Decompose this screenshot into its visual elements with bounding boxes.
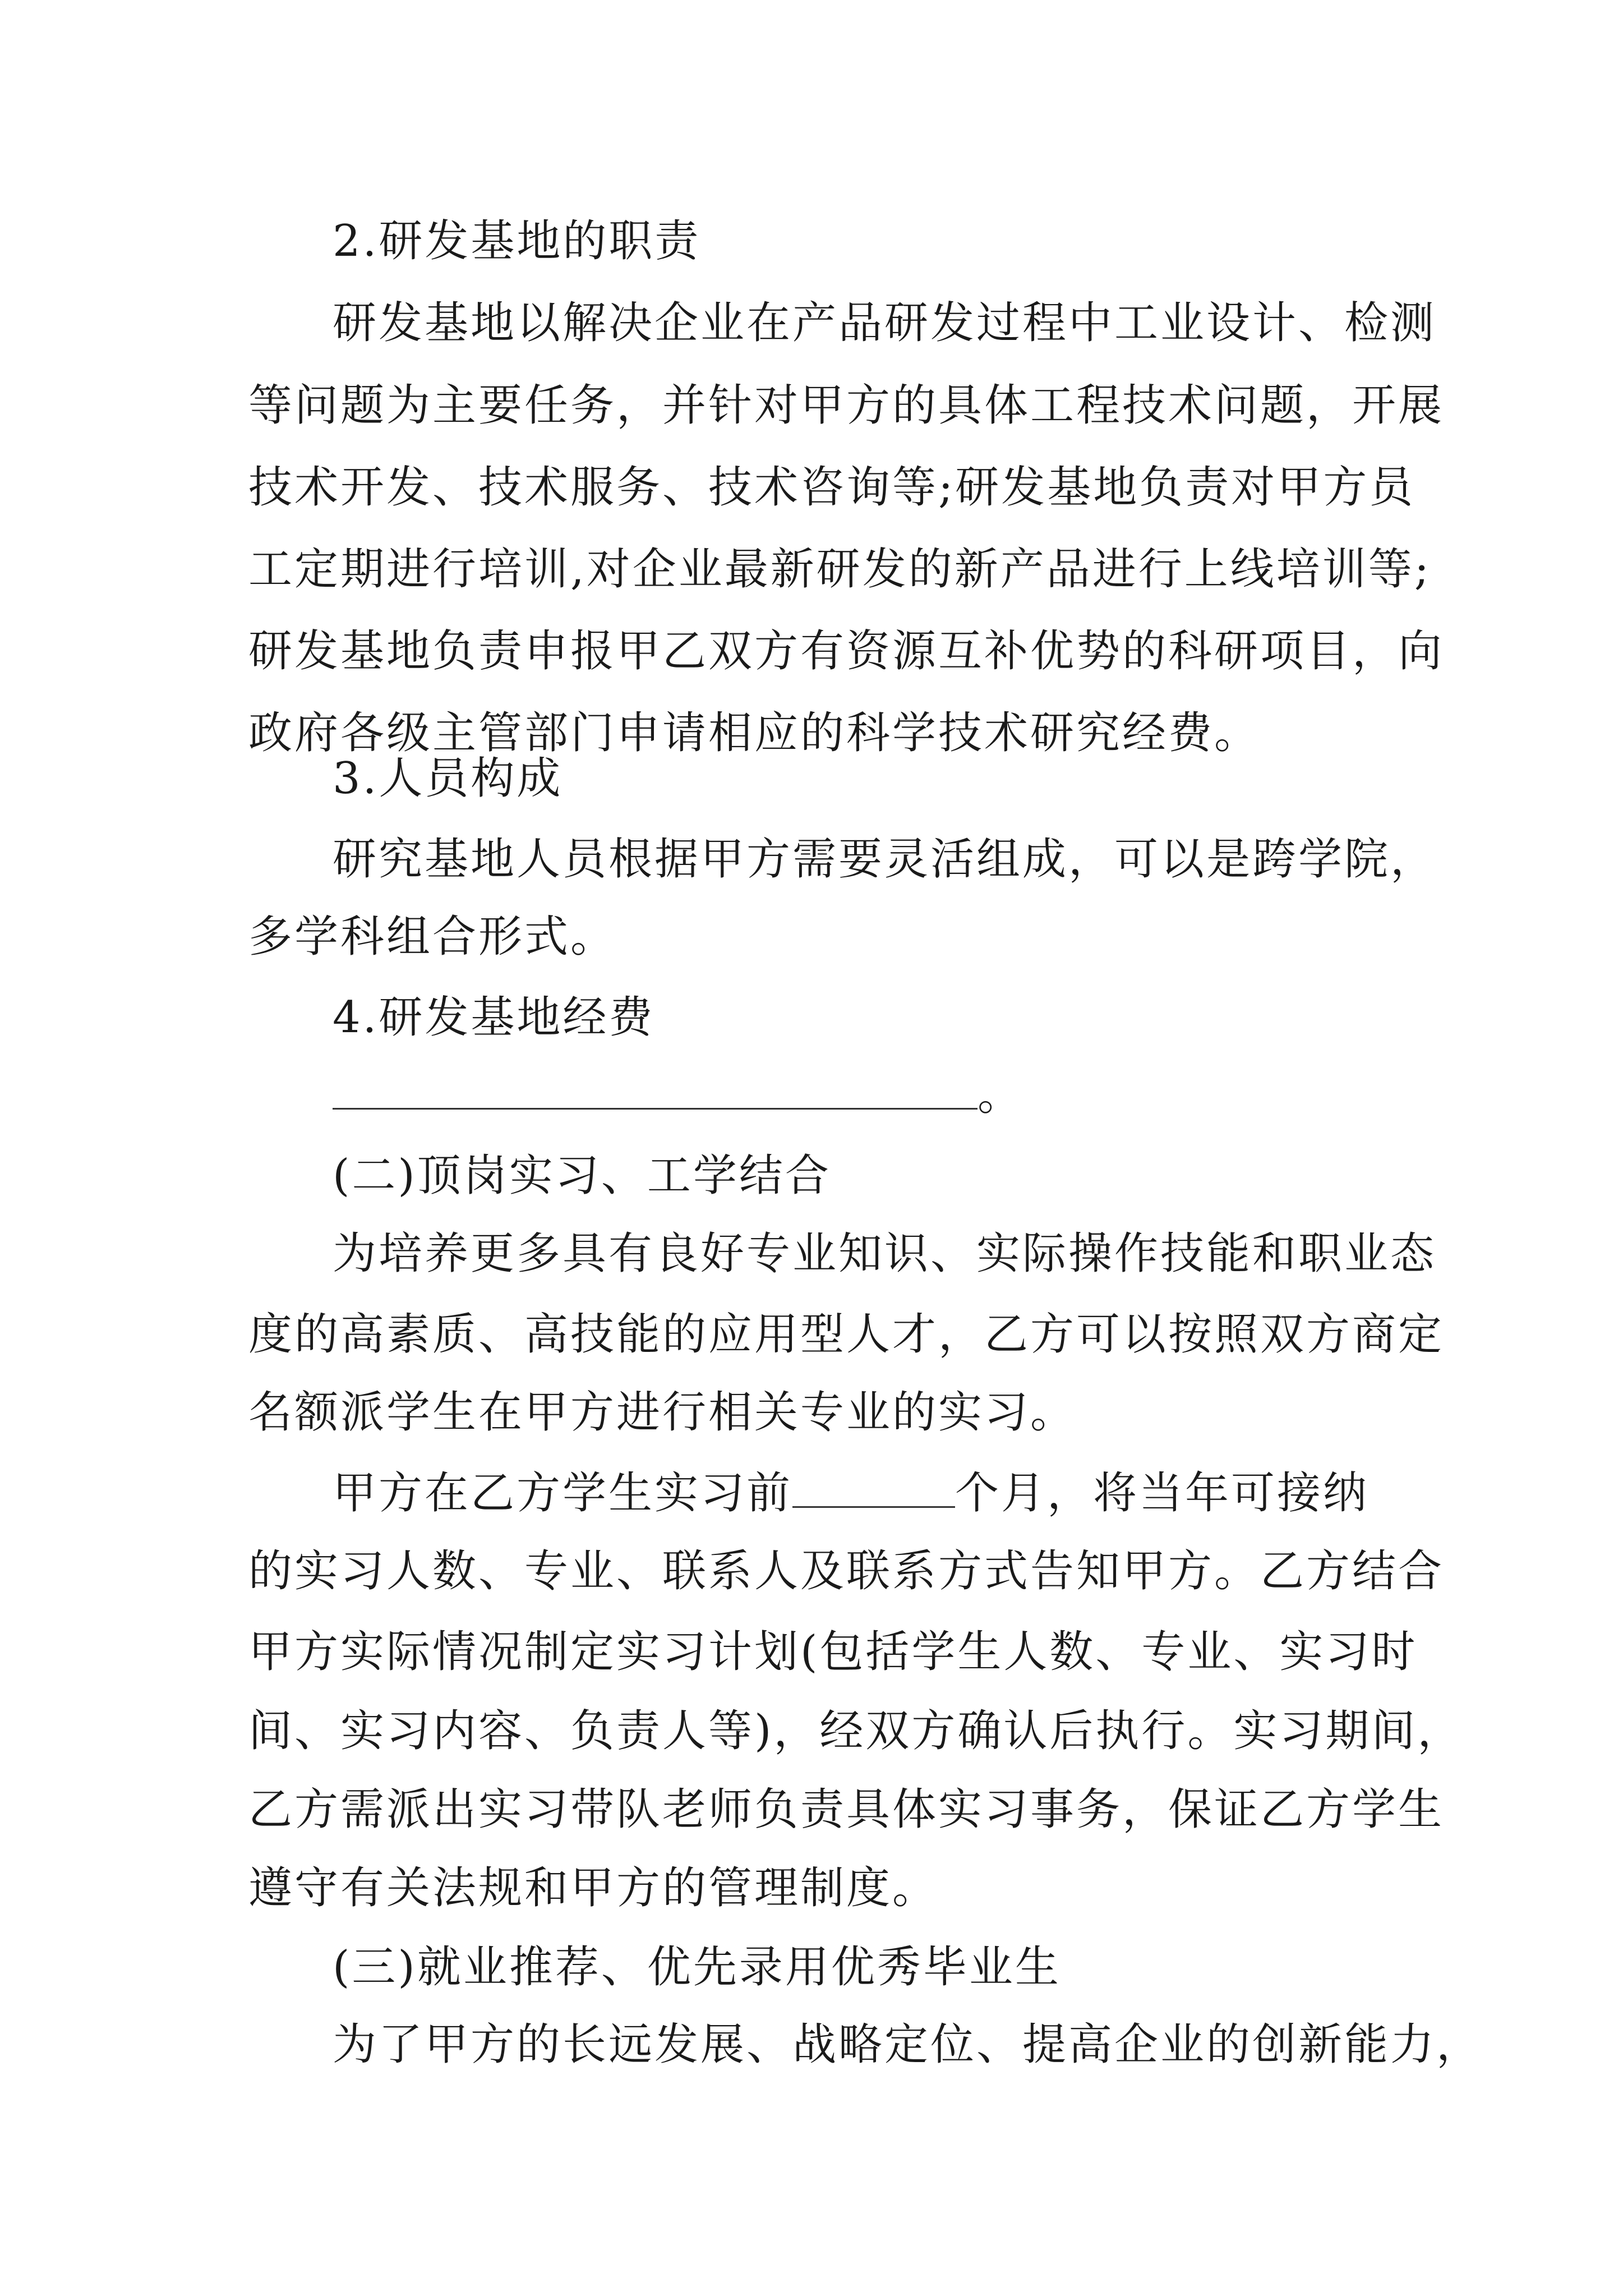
paragraph-line: 的实习人数、专业、联系人及联系方式告知甲方。乙方结合 xyxy=(248,1546,1445,1596)
section-heading-internship: (二)顶岗实习、工学结合 xyxy=(333,1151,831,1201)
section-heading-personnel: 3.人员构成 xyxy=(333,753,563,804)
paragraph-line: 名额派学生在甲方进行相关专业的实习。 xyxy=(248,1387,1077,1438)
blank-suffix: 。 xyxy=(978,1070,1024,1120)
paragraph-line: 为培养更多具有良好专业知识、实际操作技能和职业态 xyxy=(333,1228,1437,1279)
paragraph-line: 研发基地负责申报甲乙双方有资源互补优势的科研项目，向 xyxy=(248,626,1445,677)
paragraph-line: 工定期进行培训,对企业最新研发的新产品进行上线培训等; xyxy=(248,544,1432,595)
section-heading-employment: (三)就业推荐、优先录用优秀毕业生 xyxy=(333,1942,1061,1993)
paragraph-line: 为了甲方的长远发展、战略定位、提高企业的创新能力， xyxy=(333,2019,1483,2070)
paragraph-line: 研究基地人员根据甲方需要灵活组成，可以是跨学院， xyxy=(333,834,1437,885)
paragraph-line: 多学科组合形式。 xyxy=(248,912,617,962)
para2-suffix: 个月，将当年可接纳 xyxy=(955,1468,1370,1519)
paragraph-line: 等问题为主要任务，并针对甲方的具体工程技术问题，开展 xyxy=(248,380,1445,431)
paragraph-line: 政府各级主管部门申请相应的科学技术研究经费。 xyxy=(248,708,1261,758)
funding-blank-line xyxy=(333,1067,1023,1123)
para2-prefix: 甲方在乙方学生实习前 xyxy=(333,1468,793,1519)
paragraph-line: 甲方实际情况制定实习计划(包括学生人数、专业、实习时 xyxy=(248,1627,1418,1677)
paragraph-line: 间、实习内容、负责人等)，经双方确认后执行。实习期间， xyxy=(248,1706,1464,1756)
paragraph-line: 遵守有关法规和甲方的管理制度。 xyxy=(248,1863,939,1913)
section-heading-funding: 4.研发基地经费 xyxy=(333,992,655,1043)
paragraph-line: 研发基地以解决企业在产品研发过程中工业设计、检测 xyxy=(333,298,1437,348)
paragraph-line: 技术开发、技术服务、技术咨询等;研发基地负责对甲方员 xyxy=(248,462,1415,513)
months-blank xyxy=(792,1468,955,1508)
paragraph-line: 度的高素质、高技能的应用型人才，乙方可以按照双方商定 xyxy=(248,1309,1445,1360)
fill-in-blank xyxy=(333,1070,978,1110)
paragraph-line: 乙方需派出实习带队老师负责具体实习事务，保证乙方学生 xyxy=(248,1784,1445,1835)
paragraph-line-with-blank xyxy=(333,1465,1369,1521)
section-heading-rd-base-duties: 2.研发基地的职责 xyxy=(333,216,701,266)
